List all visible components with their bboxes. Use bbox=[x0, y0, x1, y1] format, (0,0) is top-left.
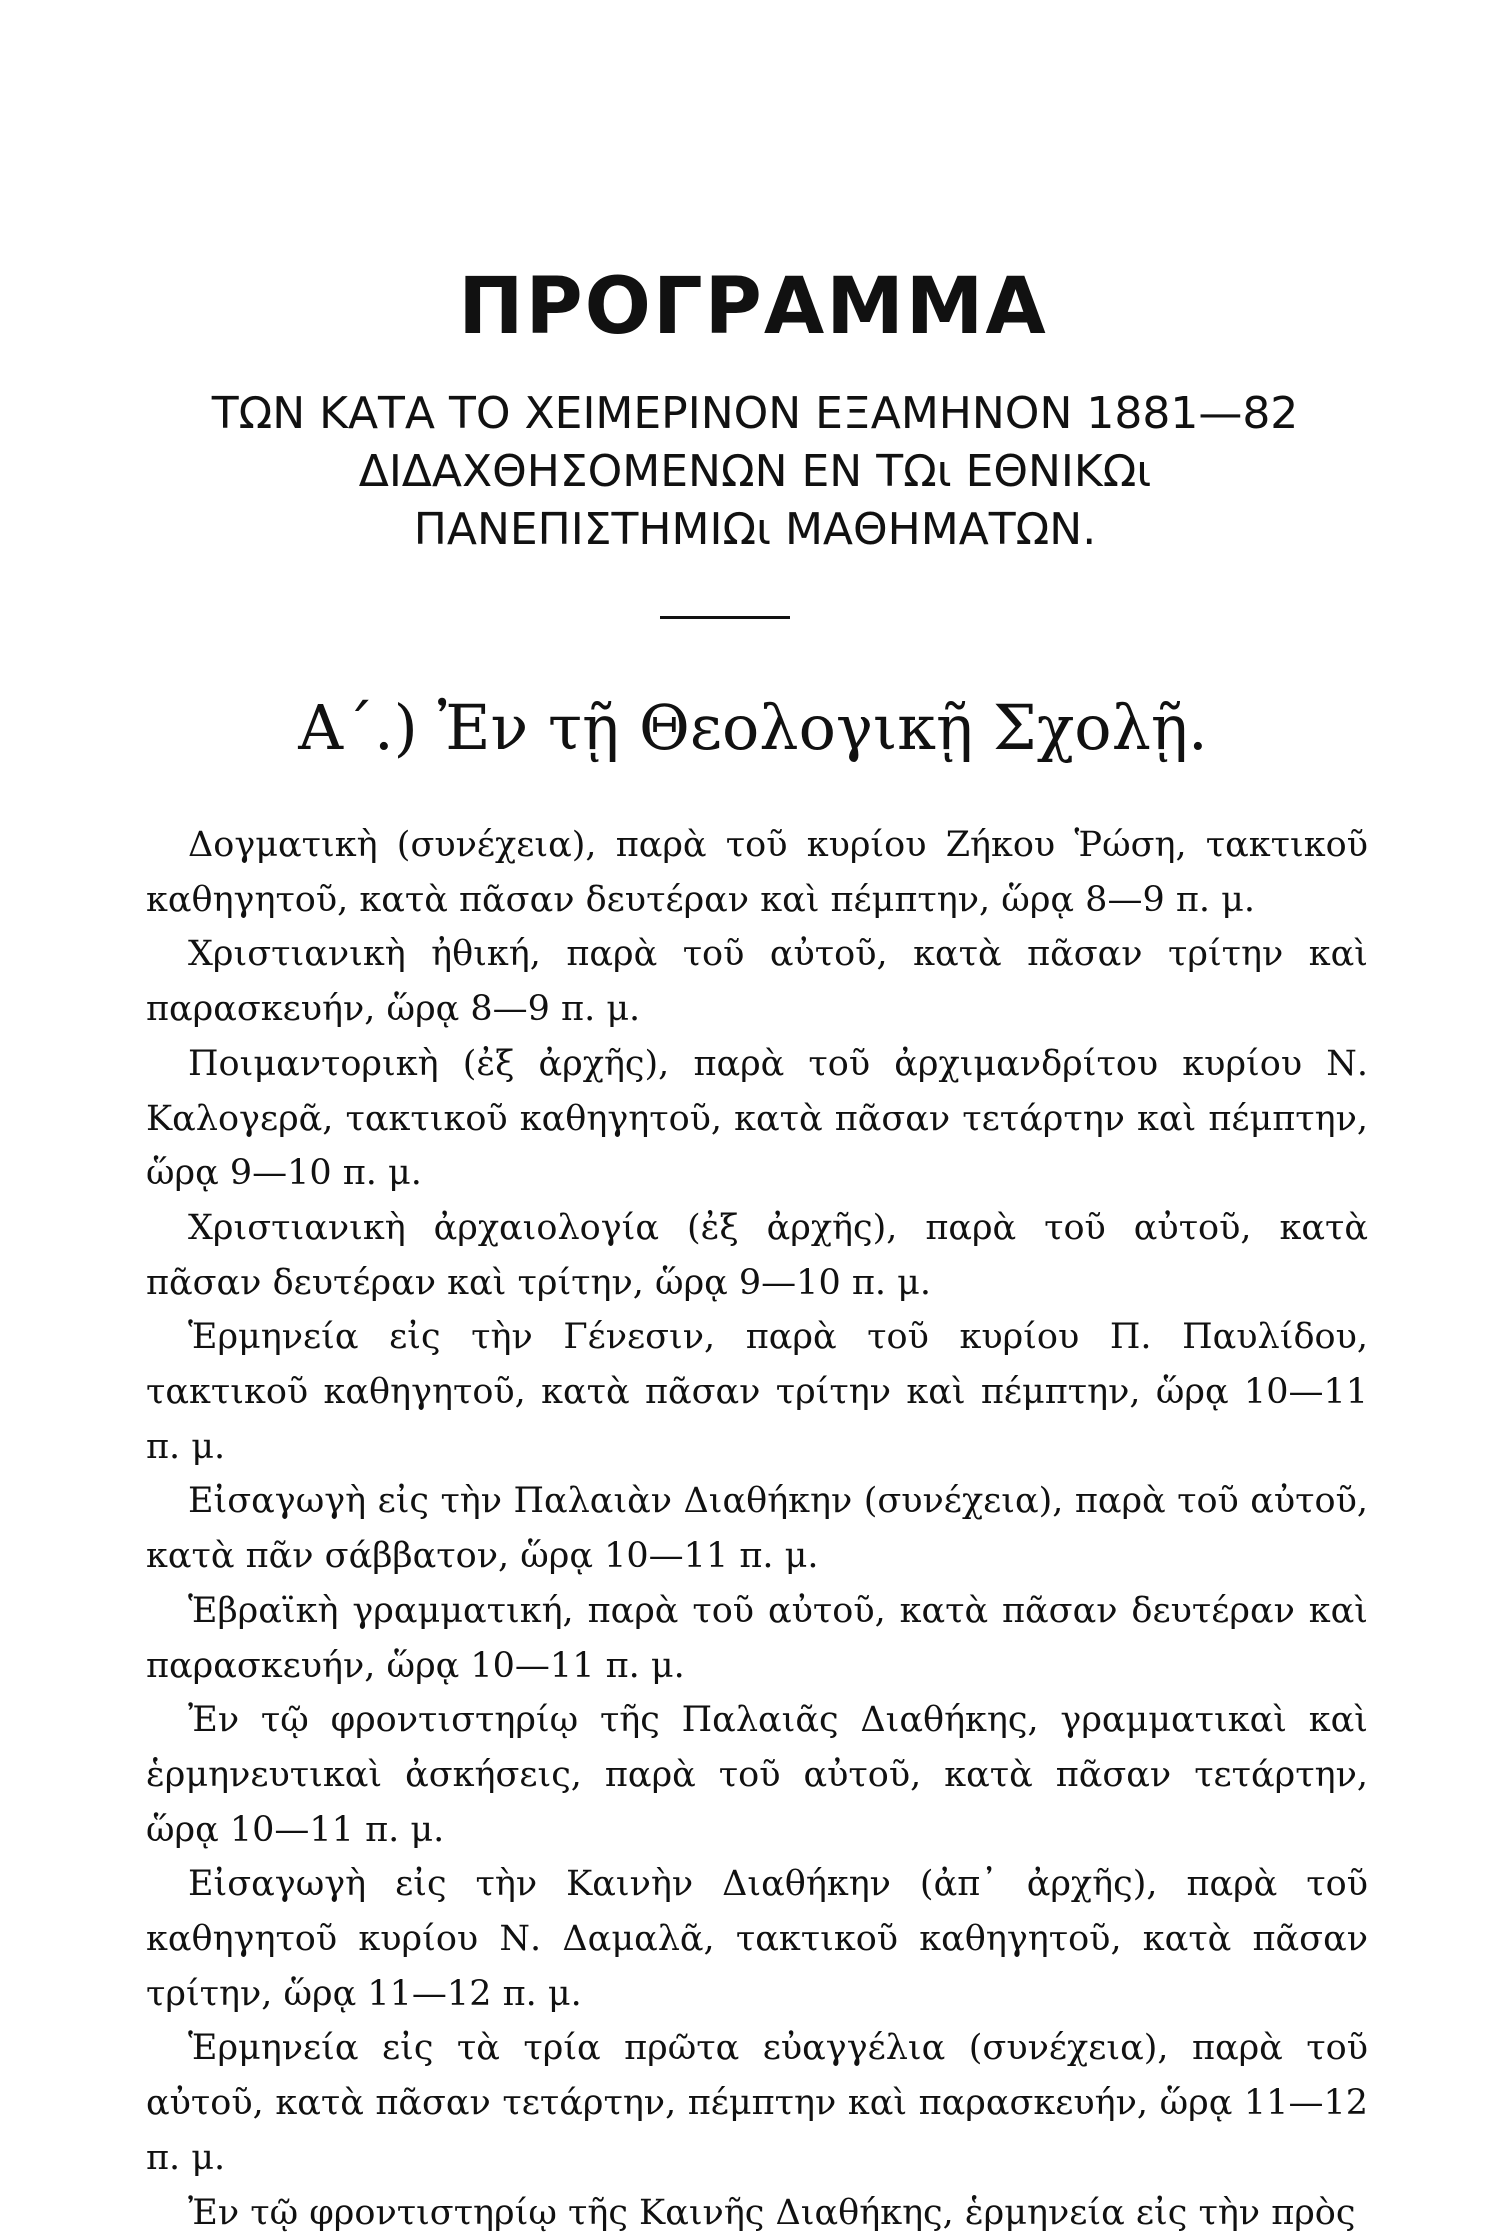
course-entry: Εἰσαγωγὴ εἰς τὴν Παλαιὰν Διαθήκην (συνέχεια), παρὰ τοῦ αὐτοῦ, κατὰ πᾶν σάββατον, ὥρᾳ 10—11 π. μ. bbox=[146, 1481, 1368, 1577]
divider-rule bbox=[660, 616, 790, 619]
course-entry: Ἐν τῷ φροντιστηρίῳ τῆς Παλαιᾶς Διαθήκης, γραμματικαὶ καὶ ἑρμηνευτικαὶ ἀσκήσεις, παρὰ τοῦ αὐτοῦ, κατὰ πᾶσαν τετάρτην, ὥρᾳ 10—11 π. μ. bbox=[146, 1700, 1368, 1850]
course-entry: Ἐν τῷ φροντιστηρίῳ τῆς Καινῆς Διαθήκης, ἑρμηνεία εἰς τὴν πρὸς bbox=[188, 2192, 1356, 2233]
course-entry: Ἑρμηνεία εἰς τὰ τρία πρῶτα εὐαγγέλια (συνέχεια), παρὰ τοῦ αὐτοῦ, κατὰ πᾶσαν τετάρτην, πέμπτην καὶ παρασκευήν, ὥρᾳ 11—12 π. μ. bbox=[146, 2028, 1368, 2178]
subtitle-line-2: ΔΙΔΑΧΘΗΣΟΜΕΝΩΝ ΕΝ ΤΩι ΕΘΝΙΚΩι bbox=[358, 446, 1152, 497]
course-entry: Χριστιανικὴ ἀρχαιολογία (ἐξ ἀρχῆς), παρὰ τοῦ αὐτοῦ, κατὰ πᾶσαν δευτέραν καὶ τρίτην, ὥρᾳ 9—10 π. μ. bbox=[146, 1207, 1368, 1303]
course-entry: Εἰσαγωγὴ εἰς τὴν Καινὴν Διαθήκην (ἀπ᾽ ἀρχῆς), παρὰ τοῦ καθηγητοῦ κυρίου Ν. Δαμαλᾶ, τακτικοῦ καθηγητοῦ, κατὰ πᾶσαν τρίτην, ὥρᾳ 11—12 π. μ. bbox=[146, 1864, 1368, 2014]
subtitle-line-3: ΠΑΝΕΠΙΣΤΗΜΙΩι ΜΑΘΗΜΑΤΩΝ. bbox=[413, 504, 1097, 555]
course-entry: Ἑβραϊκὴ γραμματική, παρὰ τοῦ αὐτοῦ, κατὰ πᾶσαν δευτέραν καὶ παρασκευήν, ὥρᾳ 10—11 π. μ. bbox=[146, 1590, 1368, 1686]
page-title: ΠΡΟΓΡΑΜΜΑ bbox=[458, 262, 1048, 352]
course-entry: Ἑρμηνεία εἰς τὴν Γένεσιν, παρὰ τοῦ κυρίου Π. Παυλίδου, τακτικοῦ καθηγητοῦ, κατὰ πᾶσαν τρίτην καὶ πέμπτην, ὥρᾳ 10—11 π. μ. bbox=[146, 1317, 1368, 1467]
section-heading: Α΄.) Ἐν τῇ Θεολογικῇ Σχολῇ. bbox=[298, 691, 1208, 764]
subtitle-line-1: ΤΩΝ ΚΑΤΑ ΤΟ ΧΕΙΜΕΡΙΝΟΝ ΕΞΑΜΗΝΟΝ 1881—82 bbox=[211, 388, 1299, 439]
course-entry: Ποιμαντορικὴ (ἐξ ἀρχῆς), παρὰ τοῦ ἀρχιμανδρίτου κυρίου Ν. Καλογερᾶ, τακτικοῦ καθηγητοῦ, κατὰ πᾶσαν τετάρτην καὶ πέμπτην, ὥρᾳ 9—10 π. μ. bbox=[146, 1043, 1368, 1194]
course-entry: Χριστιανικὴ ἠθική, παρὰ τοῦ αὐτοῦ, κατὰ πᾶσαν τρίτην καὶ παρασκευήν, ὥρᾳ 8—9 π. μ. bbox=[146, 934, 1368, 1030]
course-list bbox=[146, 818, 1368, 2240]
course-entry: Δογματικὴ (συνέχεια), παρὰ τοῦ κυρίου Ζήκου Ῥώση, τακτικοῦ καθηγητοῦ, κατὰ πᾶσαν δευτέραν καὶ πέμπτην, ὥρᾳ 8—9 π. μ. bbox=[146, 825, 1368, 920]
